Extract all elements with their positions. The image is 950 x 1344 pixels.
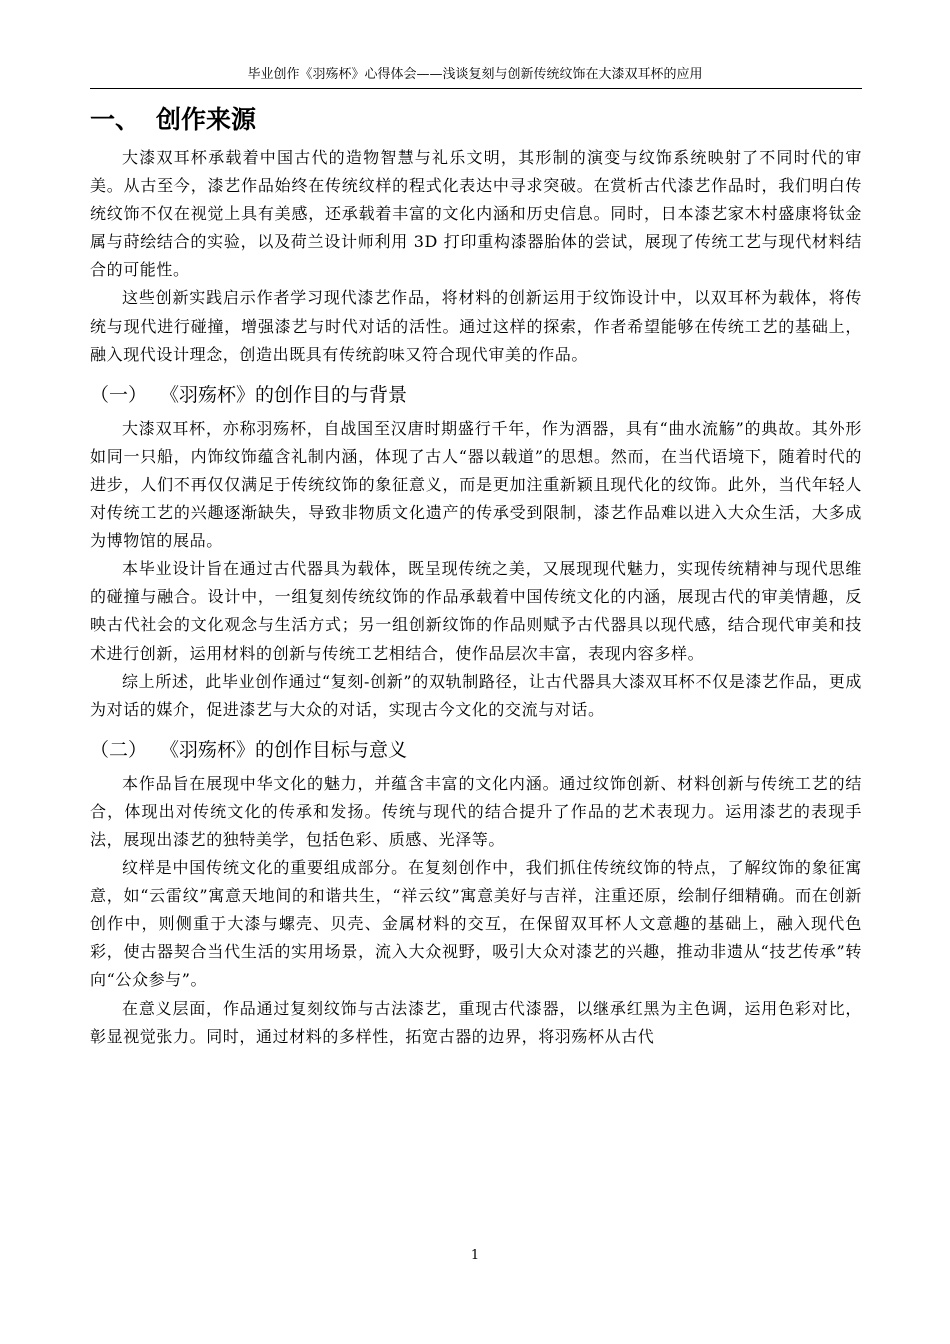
page-body xyxy=(90,96,862,1051)
paragraph: 在意义层面，作品通过复刻纹饰与古法漆艺，重现古代漆器，以继承红黑为主色调，运用色彩对比，彰显视觉张力。同时，通过材料的多样性，拓宽古器的边界，将羽殇杯从古代 xyxy=(90,998,862,1046)
header-divider xyxy=(90,88,862,89)
subsection-title: 《羽殇杯》的创作目标与意义 xyxy=(160,738,408,761)
subsection-title: 《羽殇杯》的创作目的与背景 xyxy=(160,383,408,406)
paragraph: 本毕业设计旨在通过古代器具为载体，既呈现传统之美，又展现现代魅力，实现传统精神与现代思维的碰撞与融合。设计中，一组复刻传统纹饰的作品承载着中国传统文化的内涵，展现古代的审美情趣，反映古代社会的文化观念与生活方式；另一组创新纹饰的作品则赋予古代器具以现代感，结合现代审美和技术进行创新，运用材料的创新与传统工艺相结合，使作品层次丰富，表现内容多样。 xyxy=(90,559,862,663)
subsection-heading xyxy=(90,724,862,770)
paragraph: 本作品旨在展现中华文化的魅力，并蕴含丰富的文化内涵。通过纹饰创新、材料创新与传统工艺的结合，体现出对传统文化的传承和发扬。传统与现代的结合提升了作品的艺术表现力。运用漆艺的表现手法，展现出漆艺的独特美学，包括色彩、质感、光泽等。 xyxy=(90,773,862,849)
paragraph: 大漆双耳杯，亦称羽殇杯，自战国至汉唐时期盛行千年，作为酒器，具有“曲水流觞”的典故。其外形如同一只船，内饰纹饰蕴含礼制内涵，体现了古人“器以载道”的思想。然而，在当代语境下，随着时代的进步，人们不再仅仅满足于传统纹饰的象征意义，而是更加注重新颖且现代化的纹饰。此外，当代年轻人对传统工艺的兴趣逐渐缺失，导致非物质文化遗产的传承受到限制，漆艺作品难以进入大众生活，大多成为博物馆的展品。 xyxy=(90,418,862,551)
subsection-number: （一） xyxy=(90,383,148,406)
paragraph: 这些创新实践启示作者学习现代漆艺作品，将材料的创新运用于纹饰设计中，以双耳杯为载体，将传统与现代进行碰撞，增强漆艺与时代对话的活性。通过这样的探索，作者希望能够在传统工艺的基础上，融入现代设计理念，创造出既具有传统韵味又符合现代审美的作品。 xyxy=(90,288,862,364)
paragraph: 纹样是中国传统文化的重要组成部分。在复刻创作中，我们抓住传统纹饰的特点，了解纹饰的象征寓意，如“云雷纹”寓意天地间的和谐共生，“祥云纹”寓意美好与吉祥，注重还原，绘制仔细精确。而在创新创作中，则侧重于大漆与螺壳、贝壳、金属材料的交互，在保留双耳杯人文意趣的基础上，融入现代色彩，使古器契合当代生活的实用场景，流入大众视野，吸引大众对漆艺的兴趣，推动非遗从“技艺传承”转向“公众参与”。 xyxy=(90,858,862,990)
paragraph: 大漆双耳杯承载着中国古代的造物智慧与礼乐文明，其形制的演变与纹饰系统映射了不同时代的审美。从古至今，漆艺作品始终在传统纹样的程式化表达中寻求突破。在赏析古代漆艺作品时，我们明白传统纹饰不仅在视觉上具有美感，还承载着丰富的文化内涵和历史信息。同时，日本漆艺家木村盛康将钛金属与莳绘结合的实验，以及荷兰设计师利用 3D 打印重构漆器胎体的尝试，展现了传统工艺与现代材料结合的可能性。 xyxy=(90,148,862,280)
running-header: 毕业创作《羽殇杯》心得体会——浅谈复刻与创新传统纹饰在大漆双耳杯的应用 xyxy=(247,67,703,82)
section-heading xyxy=(90,96,862,144)
paragraph: 综上所述，此毕业创作通过“复刻-创新”的双轨制路径，让古代器具大漆双耳杯不仅是漆艺作品，更成为对话的媒介，促进漆艺与大众的对话，实现古今文化的交流与对话。 xyxy=(90,671,862,719)
section-number: 一、 xyxy=(90,105,141,134)
subsection-number: （二） xyxy=(90,738,148,761)
section-title: 创作来源 xyxy=(156,105,257,134)
subsection-heading xyxy=(90,369,862,415)
page-number: 1 xyxy=(470,1248,480,1263)
